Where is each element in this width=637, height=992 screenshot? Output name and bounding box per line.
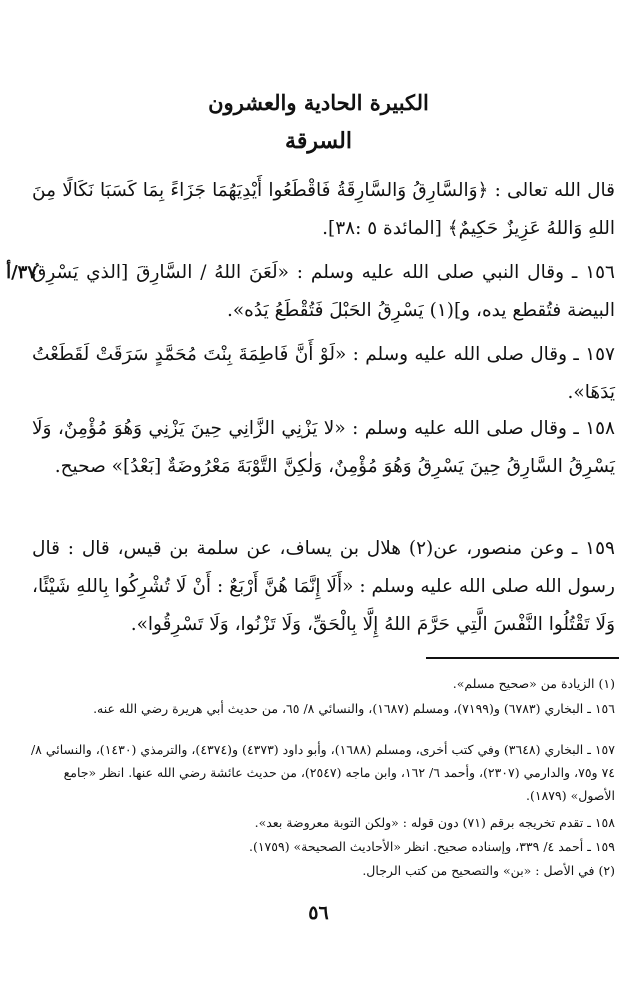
page-number: ٥٦ <box>308 902 329 924</box>
footnote-1: (١) الزيادة من «صحيح مسلم». <box>452 676 615 691</box>
hadith-159: ١٥٩ ـ وعن منصور، عن(٢) هلال بن يساف، عن سلمة بن قيس، قال : قال رسول الله صلى الله عليه وسلم : «أَلَا إِنَّمَا هُنَّ أَرْبَعٌ : أَنْ لَا تُشْرِكُوا بِاللهِ شَيْئًا، وَلَا تَقْتُلُوا النَّفْسَ الَّتِي حَرَّمَ اللهُ إِلَّا بِالْحَقِّ، وَلَا تَزْنُوا، وَلَا تَسْرِقُوا». <box>32 538 615 635</box>
margin-folio-ref: ٣٧/أ <box>6 262 37 283</box>
section-title: السرقة <box>285 128 352 154</box>
hadith-158: ١٥٨ ـ وقال صلى الله عليه وسلم : «لا يَزْنِي الزَّانِي حِينَ يَزْنِي وَهُوَ مُؤْمِنٌ، وَلَا يَسْرِقُ السَّارِقُ حِينَ يَسْرِقُ وَهُوَ مُؤْمِنٌ، وَلٰكِنَّ التَّوْبَةَ مَعْرُوضَةٌ [بَعْدُ]» صحيح. <box>32 418 615 477</box>
footnote-takhrij-158: ١٥٨ ـ تقدم تخريجه برقم (٧١) دون قوله : «ولكن التوبة معروضة بعد». <box>254 815 615 830</box>
footnote-takhrij-157: ١٥٧ ـ البخاري (٣٦٤٨) وفي كتب أخرى، ومسلم (١٦٨٨)، وأبو داود (٤٣٧٣) و(٤٣٧٤)، والترمذي (١٤٣٠)، والنسائي ٨/ ٧٤ و٧٥، والدارمي (٢٣٠٧)، وأحمد ٦/ ١٦٢، وابن ماجه (٢٥٤٧)، من حديث عائشة رضي الله عنها. انظر «جامع الأصول» (١٨٧٩). <box>30 742 615 803</box>
hadith-156: ١٥٦ ـ وقال النبي صلى الله عليه وسلم : «لَعَنَ اللهُ / السَّارِقَ [الذي يَسْرِقُ البيضة فتُقطع يده، و](١) يَسْرِقُ الحَبْلَ فَتُقْطَعُ يَدُه». <box>32 262 615 321</box>
quran-verse-paragraph: قال الله تعالى : ﴿وَالسَّارِقُ وَالسَّارِقَةُ فَاقْطَعُوا أَيْدِيَهُمَا جَزَاءً بِمَا كَسَبَا نَكَالًا مِنَ اللهِ وَاللهُ عَزِيزٌ حَكِيمٌ﴾ [المائدة ٥ :٣٨]. <box>32 180 615 239</box>
footnote-separator <box>426 657 619 659</box>
footnote-takhrij-156: ١٥٦ ـ البخاري (٦٧٨٣) و(٧١٩٩)، ومسلم (١٦٨٧)، والنسائي ٨/ ٦٥، من حديث أبي هريرة رضي الله عنه. <box>93 701 615 716</box>
footnote-takhrij-159: ١٥٩ ـ أحمد ٤/ ٣٣٩، وإسناده صحيح. انظر «الأحاديث الصحيحة» (١٧٥٩). <box>248 839 615 854</box>
hadith-157: ١٥٧ ـ وقال صلى الله عليه وسلم : «لَوْ أَنَّ فَاطِمَةَ بِنْتَ مُحَمَّدٍ سَرَقَتْ لَقَطَعْتُ يَدَهَا». <box>32 344 615 403</box>
footnote-2: (٢) في الأصل : «بن» والتصحيح من كتب الرجال. <box>362 863 615 878</box>
chapter-title: الكبيرة الحادية والعشرون <box>208 90 429 115</box>
